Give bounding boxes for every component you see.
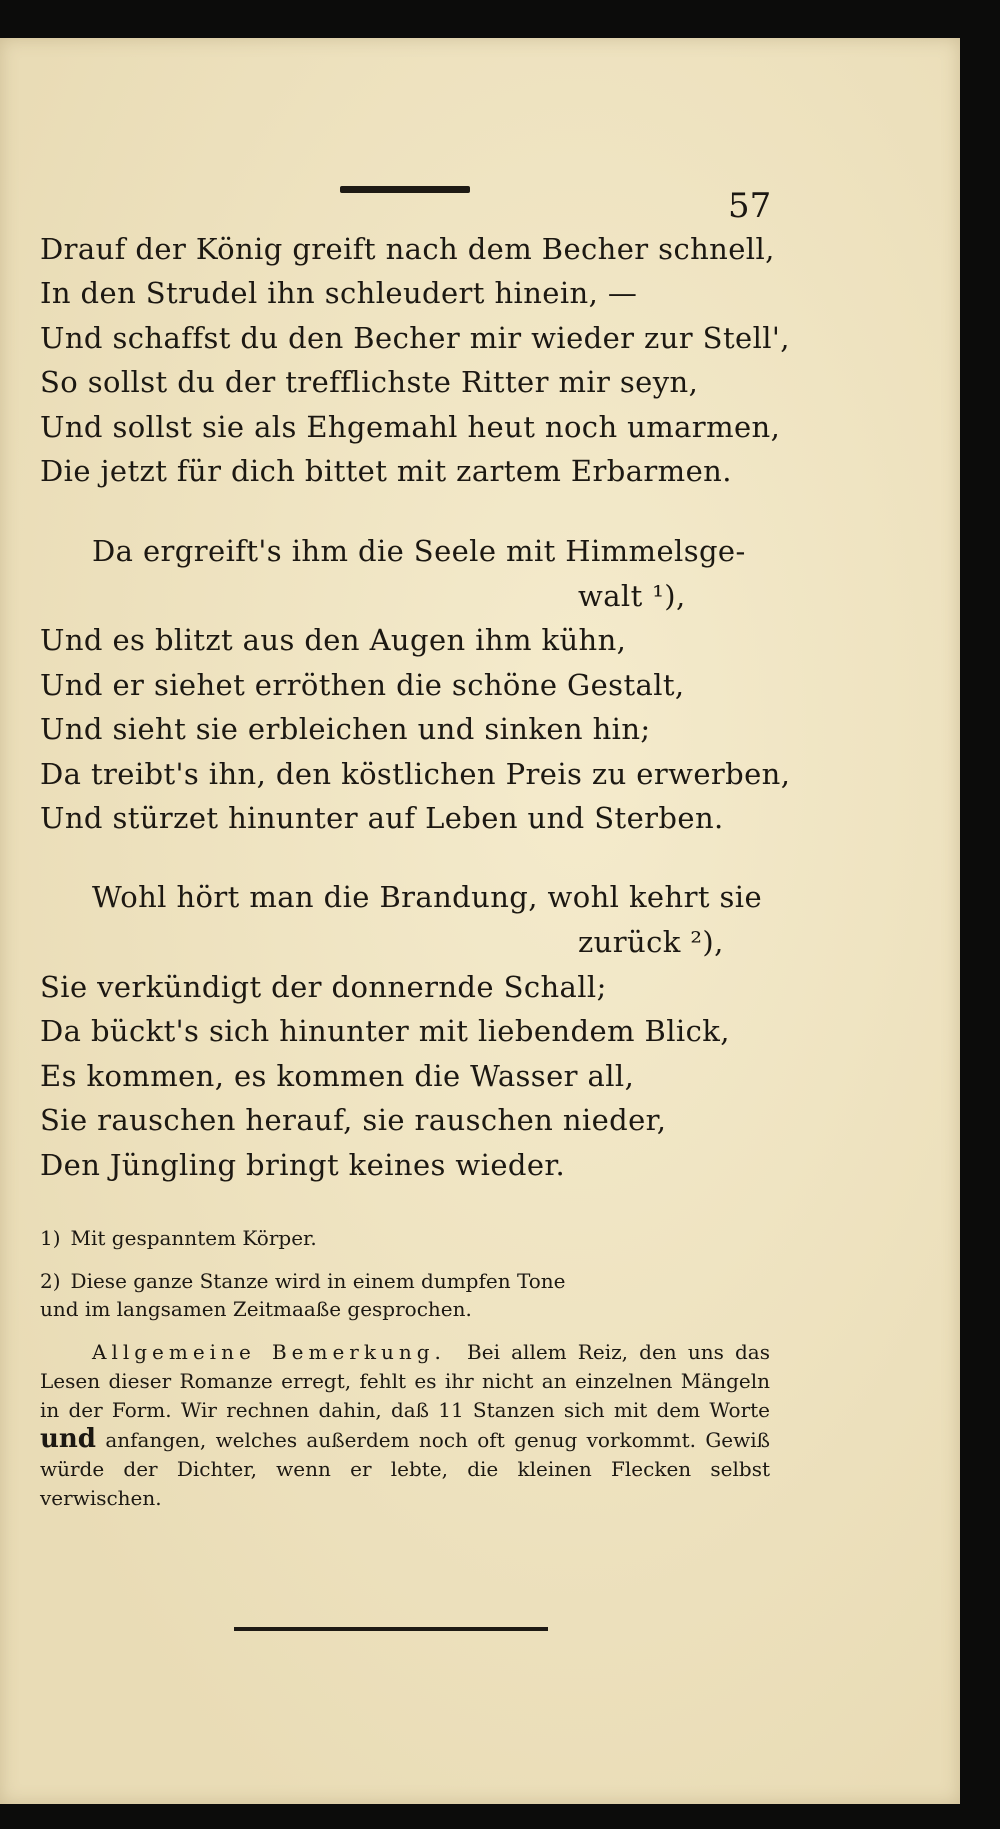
verse-line: Drauf der König greift nach dem Becher schnell, xyxy=(40,232,775,266)
verse-line: Da ergreift's ihm die Seele mit Himmelsge- xyxy=(92,534,746,568)
verse-line: Und sieht sie erbleichen und sinken hin; xyxy=(40,712,651,746)
footnote-number: 2) xyxy=(40,1269,61,1293)
verse-line: Und es blitzt aus den Augen ihm kühn, xyxy=(40,623,627,657)
page-number: 57 xyxy=(728,186,772,226)
header-ornament-rule xyxy=(340,186,470,193)
footnote xyxy=(40,1268,565,1294)
remark-label: Allgemeine Bemerkung. xyxy=(92,1340,446,1364)
verse-line: Wohl hört man die Brandung, wohl kehrt sie xyxy=(92,880,763,914)
general-remark xyxy=(40,1338,770,1513)
footnote-text: und im langsamen Zeitmaaße gesprochen. xyxy=(40,1297,472,1321)
verse-line: Es kommen, es kommen die Wasser all, xyxy=(40,1059,635,1093)
remark-text: anfangen, welches außerdem noch oft genug vorkommt. Gewiß würde der Dichter, wenn er lebte, die kleinen Flecken selbst verwischen. xyxy=(40,1428,770,1510)
footnote xyxy=(40,1225,317,1251)
verse-line: So sollst du der trefflichste Ritter mir seyn, xyxy=(40,365,699,399)
verse-line: Den Jüngling bringt keines wieder. xyxy=(40,1148,566,1182)
verse-line: Und er siehet erröthen die schöne Gestalt, xyxy=(40,668,685,702)
book-page xyxy=(0,38,960,1804)
verse-line: Und sollst sie als Ehgemahl heut noch umarmen, xyxy=(40,410,781,444)
footnote-number: 1) xyxy=(40,1226,61,1250)
footer-ornament-rule xyxy=(234,1627,548,1631)
verse-line: Die jetzt für dich bittet mit zartem Erbarmen. xyxy=(40,454,732,488)
footnote-text: Diese ganze Stanze wird in einem dumpfen Tone xyxy=(70,1269,566,1293)
emphasized-word: und xyxy=(40,1424,96,1454)
remark-text: Bei allem Reiz, den uns das Lesen dieser Romanze erregt, fehlt es ihr nicht an einzelnen Mängeln in der Form. Wir rechnen dahin, daß 11 Stanzen sich mit dem Worte xyxy=(40,1340,770,1422)
verse-line: Da treibt's ihn, den köstlichen Preis zu erwerben, xyxy=(40,757,791,791)
footnote-continuation xyxy=(40,1296,472,1322)
verse-line: Da bückt's sich hinunter mit liebendem Blick, xyxy=(40,1014,730,1048)
verse-line: Und schaffst du den Becher mir wieder zur Stell', xyxy=(40,321,790,355)
verse-line: Sie rauschen herauf, sie rauschen nieder, xyxy=(40,1103,667,1137)
verse-line: In den Strudel ihn schleudert hinein, — xyxy=(40,276,638,310)
verse-line: Sie verkündigt der donnernde Schall; xyxy=(40,970,607,1004)
verse-line-continuation: zurück ²), xyxy=(578,925,724,959)
footnote-text: Mit gespanntem Körper. xyxy=(70,1226,317,1250)
verse-line-continuation: walt ¹), xyxy=(578,579,686,613)
verse-line: Und stürzet hinunter auf Leben und Sterben. xyxy=(40,801,724,835)
